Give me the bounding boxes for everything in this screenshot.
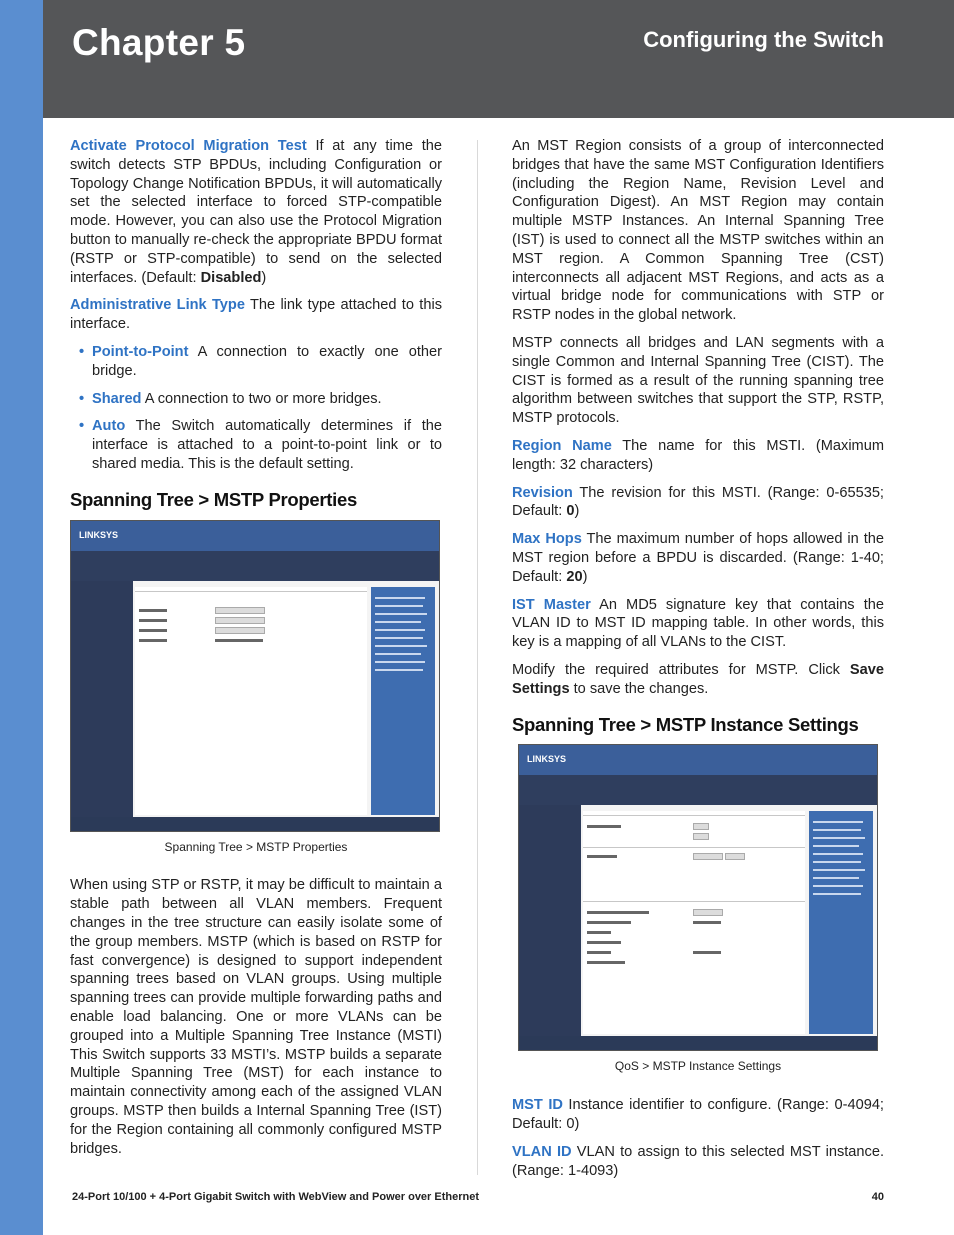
- caption-mstp-instance-settings: QoS > MSTP Instance Settings: [614, 1059, 782, 1074]
- screenshot-mstp-instance-settings: [518, 744, 878, 1051]
- heading-mstp-properties: Spanning Tree > MSTP Properties: [70, 488, 357, 510]
- paragraph-max-hops: Max Hops The maximum number of hops allowed in the MST region before a BPDU is discarded. (Range: 1-40; Default: 20): [512, 531, 884, 585]
- right-column: [512, 137, 884, 1189]
- left-column: [70, 137, 442, 1167]
- bullet-auto: • Auto The Switch automatically determines if the interface is attached to a point-to-point link or to shared media. This is the default setting.: [79, 418, 442, 472]
- paragraph-ist-master: IST Master An MD5 signature key that contains the VLAN ID to MST ID mapping table. In other words, this key is a mapping of all VLANs to the CIST.: [512, 596, 884, 651]
- page-footer-title: 24-Port 10/100 + 4-Port Gigabit Switch with WebView and Power over Ethernet: [72, 1191, 480, 1203]
- linksys-logo: LINKSYS: [527, 754, 567, 765]
- bullet-shared: • Shared A connection to two or more bridges.: [79, 390, 382, 407]
- bullet-point-to-point: • Point-to-Point A connection to exactly one other bridge.: [79, 343, 442, 379]
- section-title: Configuring the Switch: [643, 27, 884, 52]
- paragraph-admin-link-type: Administrative Link Type The link type attached to this interface.: [70, 297, 442, 333]
- term-admin-link-type: Administrative Link Type: [70, 297, 245, 314]
- paragraph-vlan-id: VLAN ID VLAN to assign to this selected MST instance. (Range: 1-4093): [512, 1143, 884, 1179]
- paragraph-region-name: Region Name The name for this MSTI. (Maximum length: 32 characters): [512, 437, 884, 473]
- paragraph-modify: Modify the required attributes for MSTP. Click Save Settings to save the changes.: [512, 661, 884, 697]
- screenshot-mstp-properties: [70, 520, 440, 832]
- paragraph-mst-id: MST ID Instance identifier to configure. (Range: 0-4094; Default: 0): [512, 1097, 884, 1132]
- column-divider: [477, 140, 478, 1175]
- caption-mstp-properties: Spanning Tree > MSTP Properties: [164, 839, 348, 854]
- paragraph-mstp-description: When using STP or RSTP, it may be difficult to maintain a stable path between all VLAN members. Frequent changes in the tree structure can easily isolate some of the group members. MSTP (which is based on RSTP for fast convergence) is designed to support independent spanning trees based on VLAN groups. Using multiple spanning trees can provide multiple forwarding paths and enable load balancing. One or more VLANs can be grouped into a Multiple Spanning Tree Instance (MSTI) This Switch supports 33 MSTI’s. MSTP builds a separate Multiple Spanning Tree (MST) for each instance to maintain connectivity among each of the assigned VLAN groups. MSTP then builds a Internal Spanning Tree (IST) for the Region containing all commonly configured MSTP bridges.: [70, 877, 442, 1157]
- left-accent-bar: [0, 0, 43, 1235]
- heading-mstp-instance-settings: Spanning Tree > MSTP Instance Settings: [512, 713, 859, 735]
- linksys-logo: LINKSYS: [79, 529, 119, 540]
- term-activate-protocol-migration: Activate Protocol Migration Test: [70, 138, 307, 154]
- bullet-dot-icon: •: [79, 418, 85, 435]
- page-number: 40: [871, 1191, 884, 1203]
- paragraph-mst-region: An MST Region consists of a group of interconnected bridges that have the same MST Configuration Identifiers (including the Region Name, Revision Level and Configuration Digest). An MST Region may contain multiple MSTP Instances. An Internal Spanning Tree (IST) is used to connect all the MSTP switches within an MST region. A Common Spanning Tree (CST) interconnects all adjacent MST Regions, and acts as a virtual bridge node for communications with STP or RSTP nodes in the global network.: [512, 138, 884, 324]
- paragraph-mstp-connects: MSTP connects all bridges and LAN segments with a single Common and Internal Spanning Tree (CIST). The CIST is formed as a result of the running spanning tree algorithm between switches that support the STP, RSTP, MSTP protocols.: [512, 334, 884, 427]
- bullet-dot-icon: •: [79, 390, 85, 407]
- paragraph-protocol-migration: Activate Protocol Migration Test If at any time the switch detects STP BPDUs, including Configuration or Topology Change Notification BPDUs, it will automatically set the selected interface to forced STP-compatible mode. However, you can also use the Protocol Migration button to manually re-check the appropriate BPDU format (RSTP or STP-compatible) to send on the selected interfaces. (Default: Disabled): [70, 138, 442, 286]
- bullet-dot-icon: •: [79, 343, 85, 360]
- paragraph-revision: Revision The revision for this MSTI. (Range: 0-65535; Default: 0): [512, 484, 884, 520]
- chapter-title: Chapter 5: [72, 22, 246, 63]
